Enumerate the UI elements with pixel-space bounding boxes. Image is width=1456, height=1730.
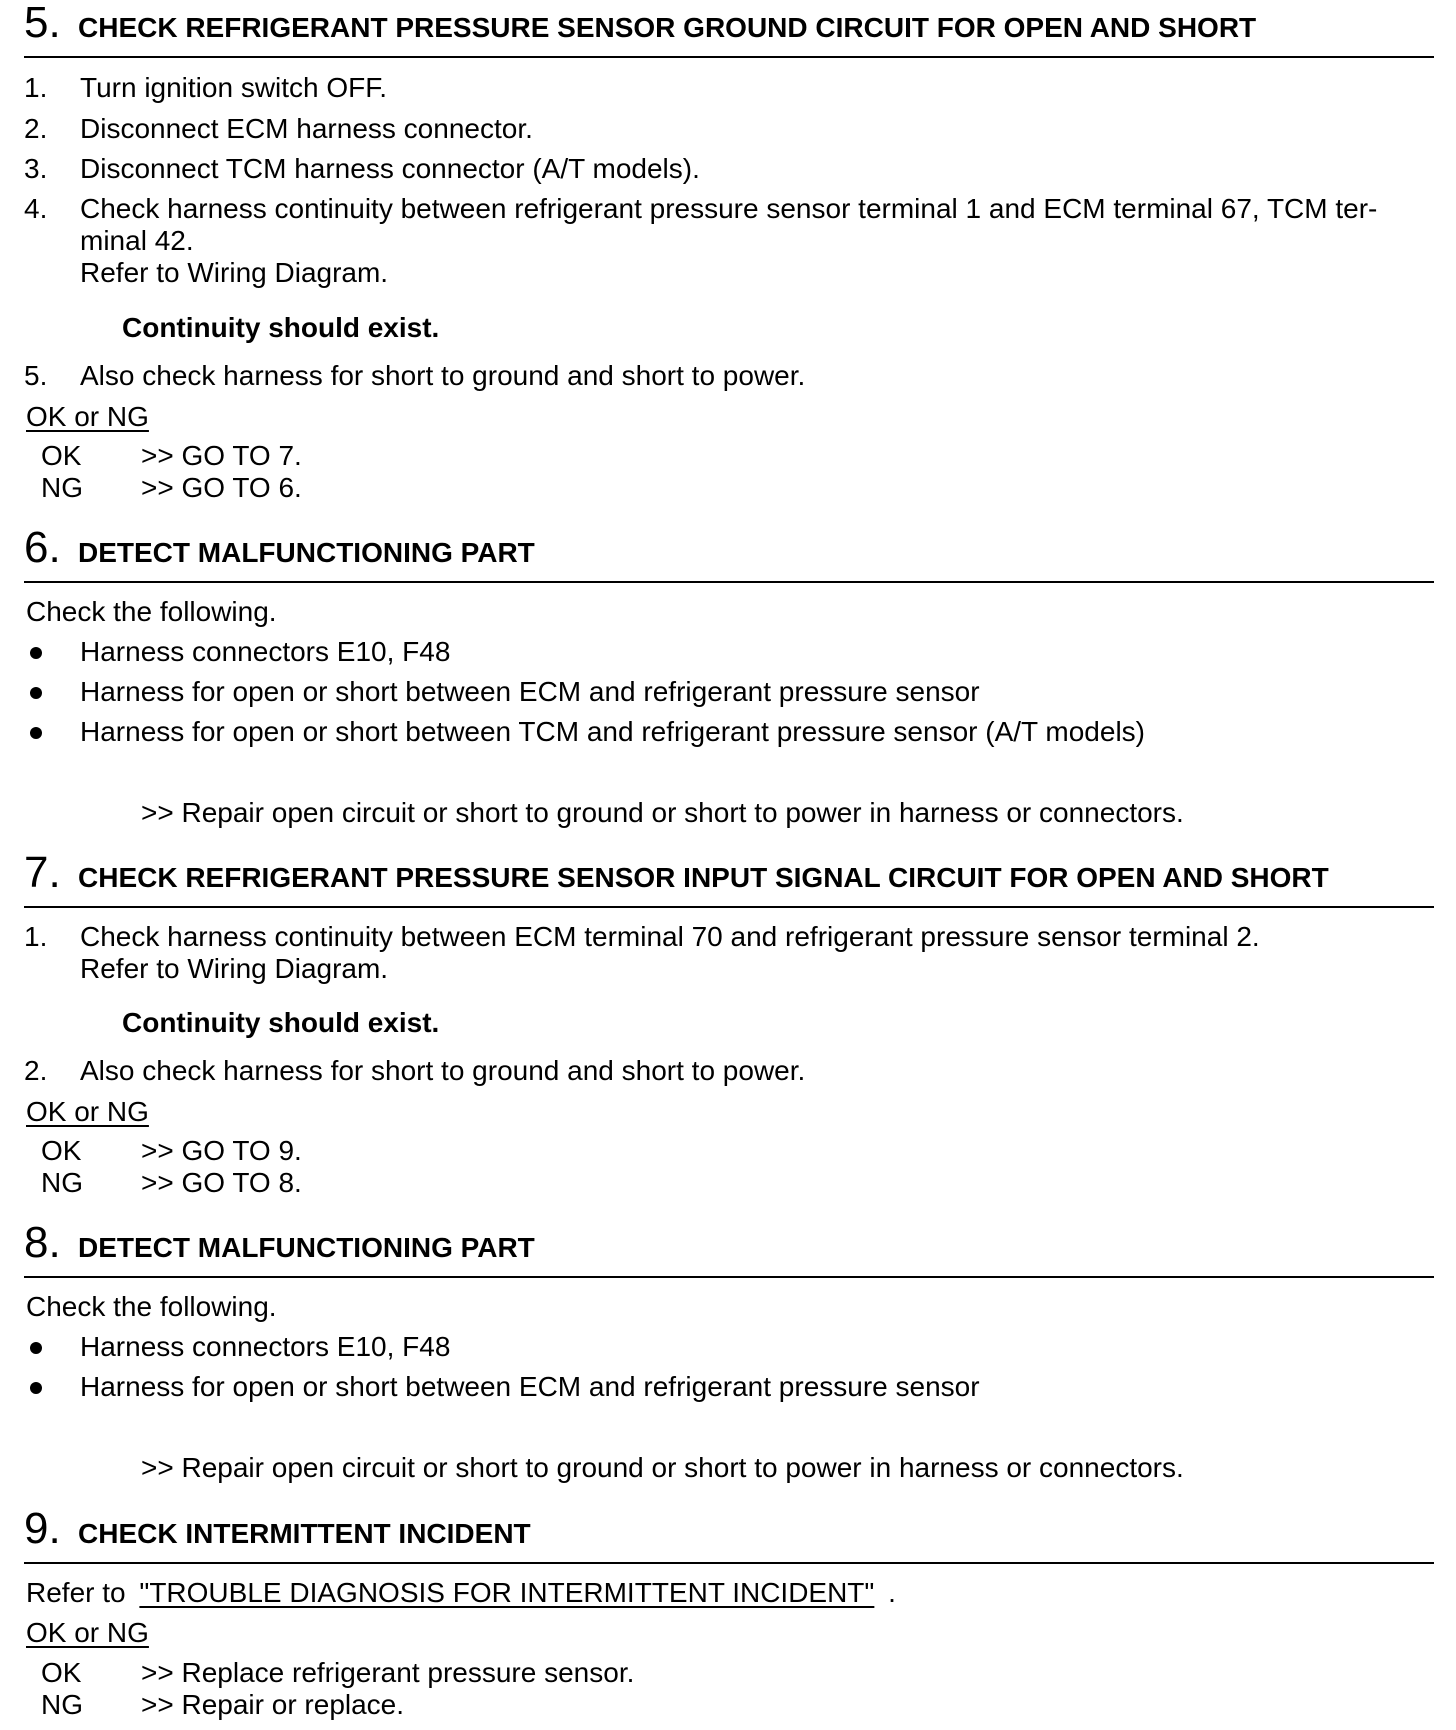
list-number: 2. — [24, 113, 48, 144]
list-number: 4. — [24, 193, 48, 224]
step-number: 9. — [24, 1504, 61, 1553]
step-title: CHECK INTERMITTENT INCIDENT — [78, 1518, 531, 1549]
list-item: Also check harness for short to ground and short to power. — [80, 360, 806, 391]
list-item: Turn ignition switch OFF. — [80, 72, 388, 103]
result-action: >> Repair or replace. — [141, 1689, 405, 1720]
step-number: 6. — [24, 523, 61, 572]
list-item: Harness for open or short between TCM and refrigerant pressure sensor (A/T models) — [80, 716, 1145, 747]
result-action: >> GO TO 8. — [141, 1167, 302, 1198]
list-number: 2. — [24, 1055, 48, 1086]
list-item-continuation: minal 42. — [80, 225, 194, 256]
list-number: 3. — [24, 153, 48, 184]
trouble-diagnosis-link[interactable]: "TROUBLE DIAGNOSIS FOR INTERMITTENT INCIDENT" — [139, 1577, 875, 1608]
reference-prefix: Refer to — [26, 1577, 126, 1608]
list-item: Harness connectors E10, F48 — [80, 1331, 451, 1362]
step-number: 8. — [24, 1218, 61, 1267]
list-item: Harness connectors E10, F48 — [80, 636, 451, 667]
ok-or-ng-label: OK or NG — [26, 1096, 149, 1127]
list-item: Harness for open or short between ECM and refrigerant pressure sensor — [80, 1371, 980, 1402]
spec-note: Continuity should exist. — [122, 312, 440, 343]
list-number: 1. — [24, 72, 48, 103]
ok-or-ng-label: OK or NG — [26, 1617, 149, 1648]
result-action: >> Repair open circuit or short to ground or short to power in harness or connectors. — [141, 797, 1184, 828]
result-code: OK — [41, 1135, 82, 1166]
list-item: Check harness continuity between refrigerant pressure sensor terminal 1 and ECM terminal 67, TCM ter- — [80, 193, 1378, 224]
step-title: CHECK REFRIGERANT PRESSURE SENSOR INPUT SIGNAL CIRCUIT FOR OPEN AND SHORT — [78, 862, 1329, 893]
result-action: >> GO TO 6. — [141, 472, 302, 503]
bullet-icon — [30, 647, 42, 659]
bullet-icon — [30, 1342, 42, 1354]
step-number: 5. — [24, 0, 61, 47]
result-action: >> GO TO 9. — [141, 1135, 302, 1166]
result-code: OK — [41, 1657, 82, 1688]
reference-text — [26, 1577, 896, 1609]
step-7-header — [24, 850, 1434, 908]
bullet-icon — [30, 727, 42, 739]
result-action: >> Replace refrigerant pressure sensor. — [141, 1657, 635, 1688]
step-number: 7. — [24, 848, 61, 897]
reference-suffix: . — [888, 1577, 896, 1608]
bullet-icon — [30, 1382, 42, 1394]
intro-text: Check the following. — [26, 1291, 277, 1322]
step-6-header — [24, 525, 1434, 583]
step-title: CHECK REFRIGERANT PRESSURE SENSOR GROUND CIRCUIT FOR OPEN AND SHORT — [78, 12, 1257, 43]
ok-or-ng-label: OK or NG — [26, 401, 149, 432]
list-item: Disconnect ECM harness connector. — [80, 113, 533, 144]
list-item: Harness for open or short between ECM and refrigerant pressure sensor — [80, 676, 980, 707]
step-title: DETECT MALFUNCTIONING PART — [78, 1232, 535, 1263]
list-item: Check harness continuity between ECM terminal 70 and refrigerant pressure sensor terminal 2. — [80, 921, 1260, 952]
result-code: NG — [41, 472, 83, 503]
bullet-icon — [30, 687, 42, 699]
list-item: Disconnect TCM harness connector (A/T models). — [80, 153, 700, 184]
list-number: 1. — [24, 921, 48, 952]
list-item-continuation: Refer to Wiring Diagram. — [80, 257, 389, 288]
step-5-header — [24, 0, 1434, 58]
result-action: >> GO TO 7. — [141, 440, 302, 471]
result-code: OK — [41, 440, 82, 471]
result-code: NG — [41, 1689, 83, 1720]
step-9-header — [24, 1506, 1434, 1564]
step-8-header — [24, 1220, 1434, 1278]
list-item: Also check harness for short to ground and short to power. — [80, 1055, 806, 1086]
step-title: DETECT MALFUNCTIONING PART — [78, 537, 535, 568]
list-item-continuation: Refer to Wiring Diagram. — [80, 953, 389, 984]
intro-text: Check the following. — [26, 596, 277, 627]
list-number: 5. — [24, 360, 48, 391]
result-code: NG — [41, 1167, 83, 1198]
spec-note: Continuity should exist. — [122, 1007, 440, 1038]
result-action: >> Repair open circuit or short to ground or short to power in harness or connectors. — [141, 1452, 1184, 1483]
